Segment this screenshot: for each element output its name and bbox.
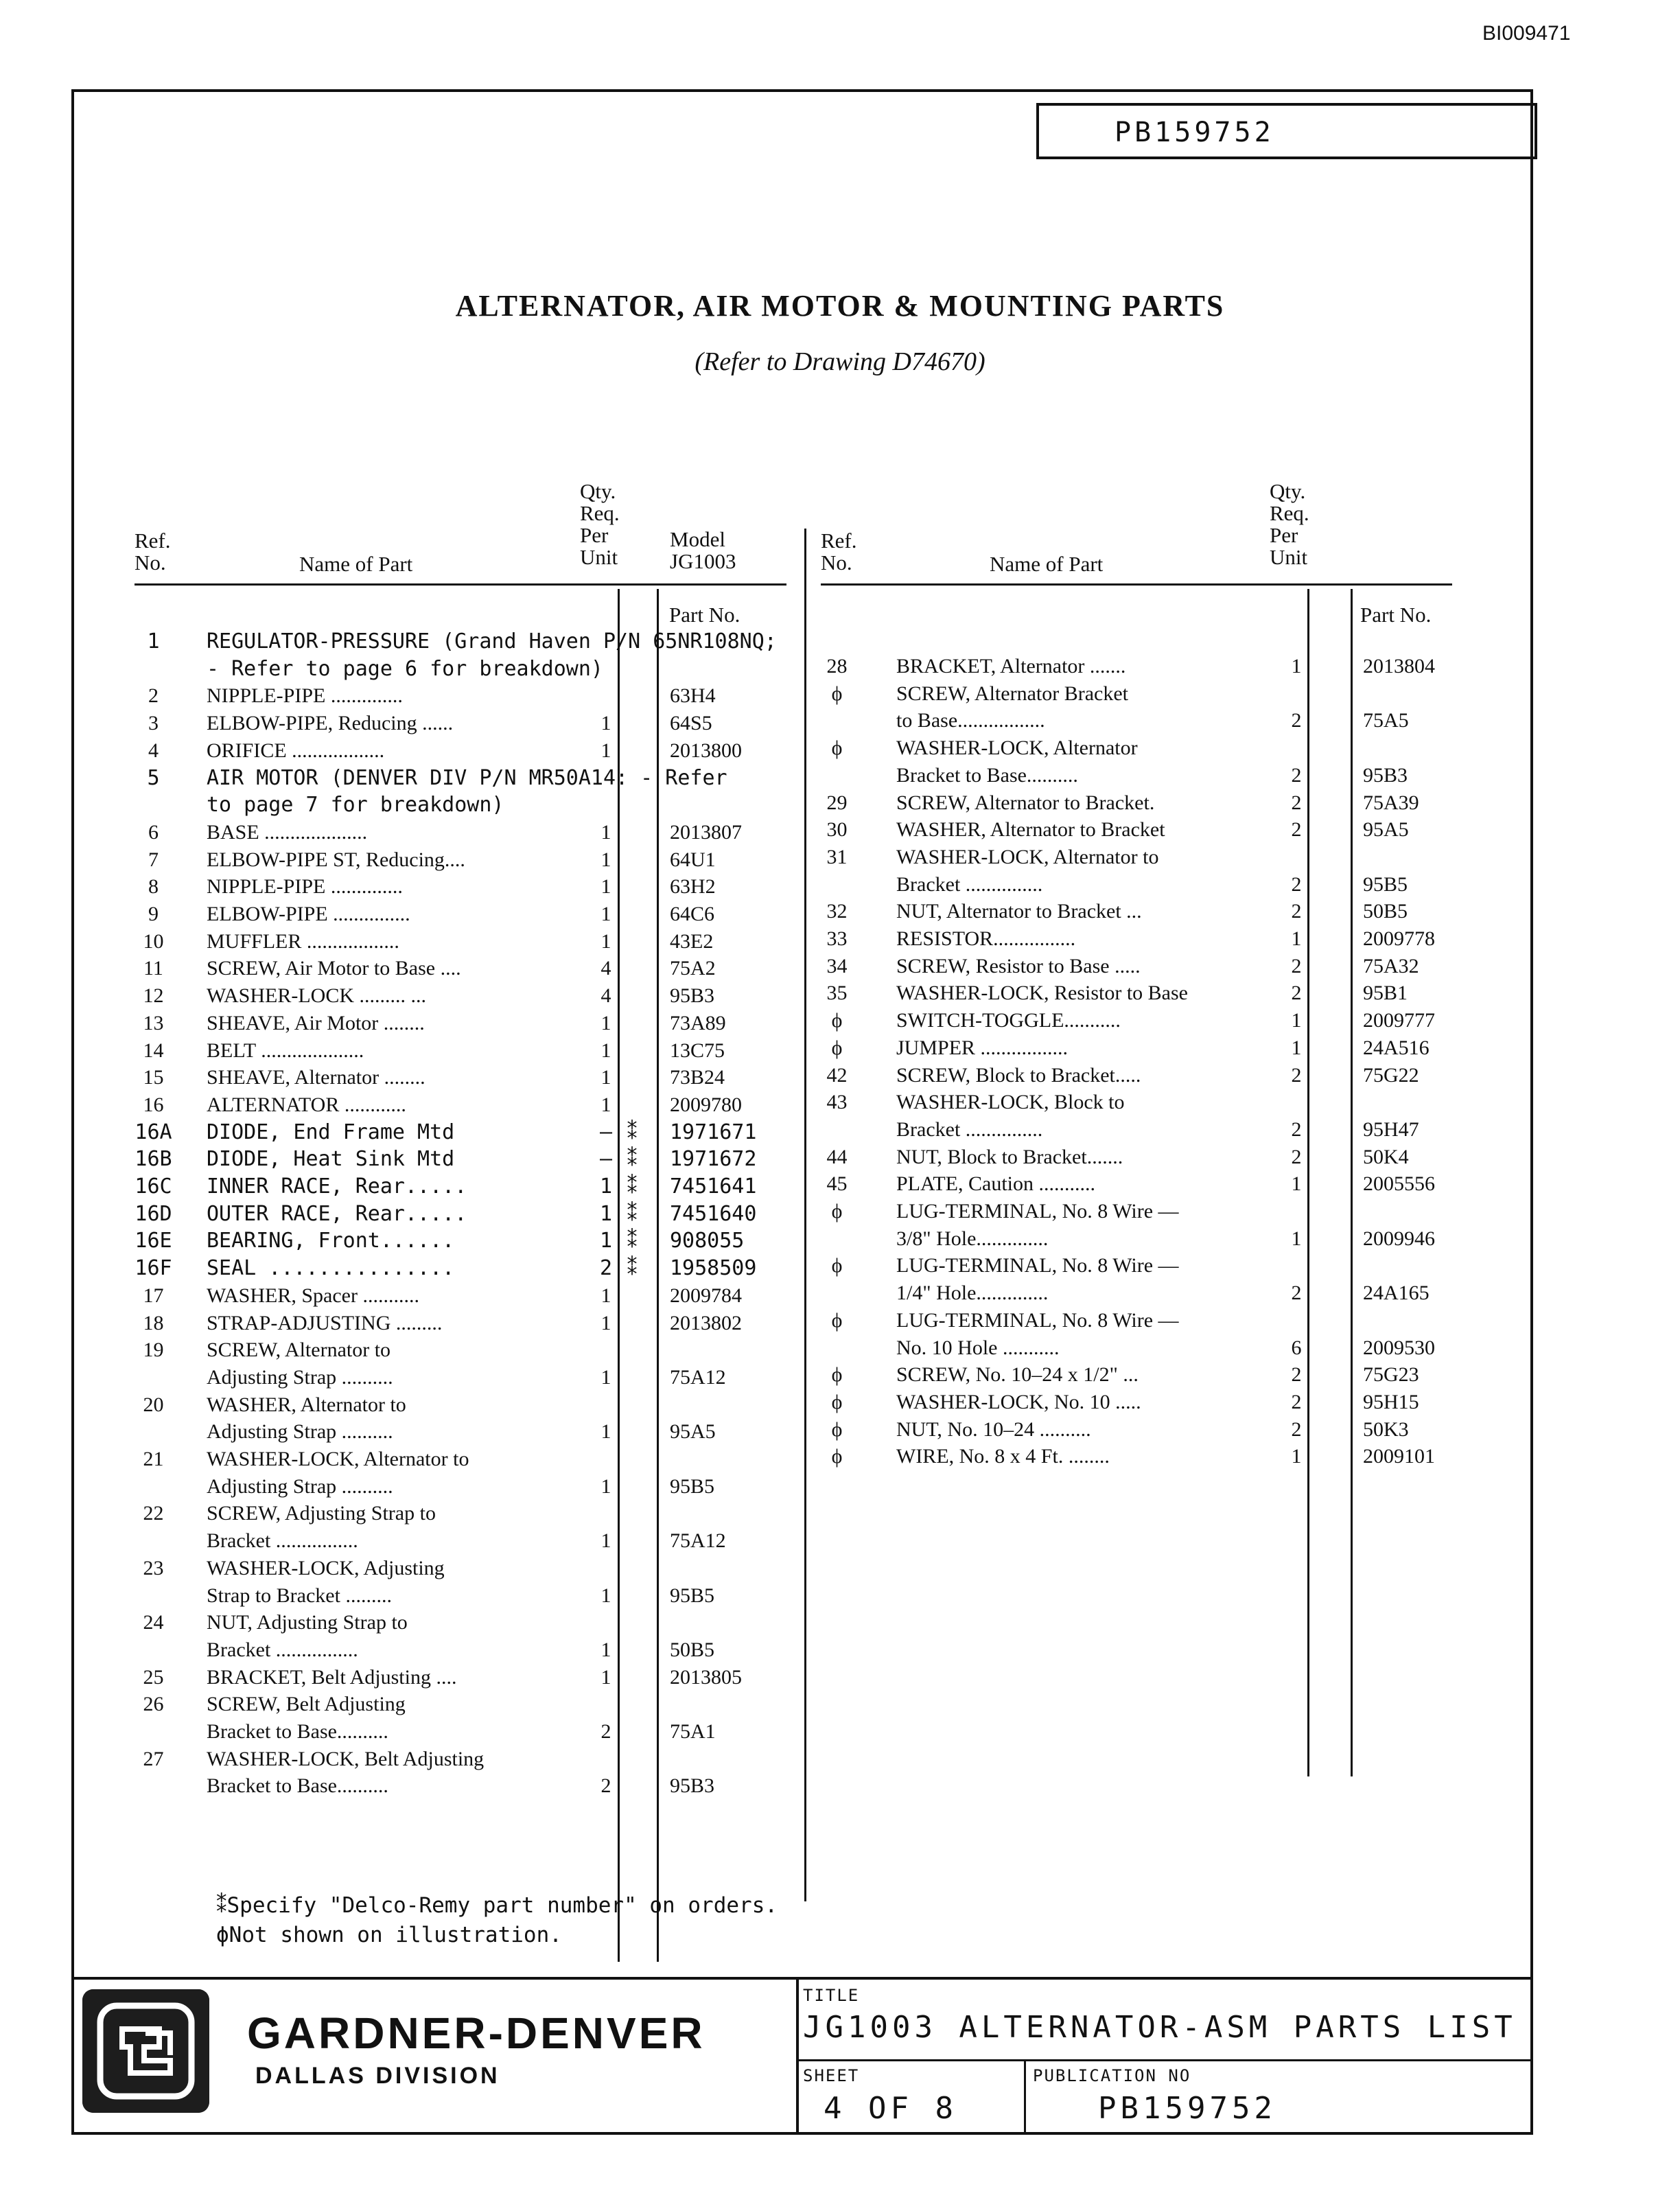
qty: 1 — [1291, 1036, 1302, 1059]
part-no: 64S5 — [670, 712, 712, 735]
part-name: WASHER-LOCK, Alternator to — [896, 845, 1159, 868]
part-name: SHEAVE, Alternator ........ — [207, 1066, 425, 1089]
qty: 1 — [600, 1584, 611, 1607]
qty: 1 — [1291, 1445, 1302, 1468]
part-name: WASHER-LOCK ......... ... — [207, 984, 426, 1008]
column-line — [1351, 589, 1353, 1776]
part-name: Adjusting Strap .......... — [207, 1474, 393, 1498]
ref-no: 15 — [143, 1066, 164, 1089]
ref-no: 30 — [826, 818, 848, 842]
part-name: RESISTOR................ — [896, 927, 1076, 950]
part-no: 73A89 — [670, 1011, 726, 1034]
part-name: No. 10 Hole ........... — [896, 1336, 1060, 1359]
part-no: 24A165 — [1363, 1282, 1430, 1305]
part-name: WASHER-LOCK, Block to — [896, 1091, 1125, 1114]
qty: 1 — [600, 1284, 611, 1307]
qty: 2 — [1291, 763, 1302, 787]
header-name-of-part-right: Name of Part — [990, 552, 1104, 576]
qty: 1 — [1291, 1009, 1302, 1032]
ref-no: ϕ — [831, 1254, 843, 1277]
qty: 1 — [600, 848, 611, 871]
part-no: 64C6 — [670, 903, 715, 925]
qty: 2 — [1291, 954, 1302, 977]
part-no: 908055 — [670, 1229, 745, 1253]
part-name: NUT, Alternator to Bracket ... — [896, 900, 1142, 923]
part-name: WASHER-LOCK, Belt Adjusting — [207, 1747, 485, 1770]
part-name: Bracket ............... — [896, 872, 1043, 896]
qty: 1 — [600, 1066, 611, 1089]
part-name: NUT, No. 10–24 .......... — [896, 1417, 1091, 1441]
part-no: 2013800 — [670, 739, 742, 762]
qty: 1 — [600, 1665, 611, 1689]
qty: 1 — [599, 1229, 613, 1253]
qty: 2 — [600, 1774, 611, 1798]
part-no: 2013804 — [1363, 655, 1435, 677]
part-no: 2009101 — [1363, 1445, 1435, 1468]
ref-no: 20 — [143, 1393, 164, 1416]
part-name: DIODE, Heat Sink Mtd — [207, 1147, 455, 1172]
part-name: BRACKET, Alternator ....... — [896, 655, 1126, 677]
part-no: 50B5 — [1363, 900, 1408, 923]
part-no: 2009777 — [1363, 1009, 1435, 1032]
ref-no: ϕ — [831, 1417, 843, 1441]
part-name: Adjusting Strap .......... — [207, 1365, 393, 1389]
qty: 4 — [600, 984, 611, 1008]
part-name: SCREW, Air Motor to Base .... — [207, 957, 461, 980]
ref-no: ϕ — [831, 1445, 843, 1468]
ref-no: 16 — [143, 1093, 164, 1116]
delco-marker: ⁑ — [627, 1120, 638, 1144]
ref-no: 9 — [148, 903, 159, 925]
part-no: 95B5 — [670, 1584, 715, 1607]
logo-mark-icon — [82, 1989, 209, 2113]
ref-no: ϕ — [831, 1308, 843, 1332]
part-no: 1971671 — [670, 1120, 757, 1144]
part-no: 2009530 — [1363, 1336, 1435, 1359]
part-name: Bracket ............... — [896, 1117, 1043, 1141]
ref-no: 16A — [135, 1120, 172, 1144]
ref-no: ϕ — [831, 1036, 843, 1059]
part-no: 75A12 — [670, 1365, 726, 1389]
ref-no: 21 — [143, 1448, 164, 1470]
part-name: NIPPLE-PIPE .............. — [207, 684, 403, 708]
qty: 2 — [1291, 1063, 1302, 1087]
part-no: 1971672 — [670, 1147, 757, 1172]
part-name: PLATE, Caution ........... — [896, 1172, 1095, 1196]
ref-no: 45 — [826, 1172, 848, 1196]
qty: 1 — [600, 1474, 611, 1498]
qty: 1 — [600, 929, 611, 953]
ref-no: 12 — [143, 984, 164, 1008]
part-name: ELBOW-PIPE, Reducing ...... — [207, 712, 454, 735]
publication-box: PB159752 — [1036, 103, 1537, 159]
part-name: Strap to Bracket ......... — [207, 1584, 392, 1607]
ref-no: ϕ — [831, 682, 843, 705]
ref-no: 3 — [148, 712, 159, 735]
ref-no: 18 — [143, 1311, 164, 1334]
qty: 2 — [1291, 872, 1302, 896]
qty: 2 — [1291, 818, 1302, 842]
part-name: AIR MOTOR (DENVER DIV P/N MR50A14: - Refer — [207, 765, 727, 790]
ref-no: 10 — [143, 929, 164, 953]
ref-no: 44 — [826, 1145, 848, 1168]
part-name: JUMPER ................. — [896, 1036, 1069, 1059]
ref-no: 16C — [135, 1174, 172, 1198]
part-name: BELT .................... — [207, 1039, 364, 1062]
ref-no: 6 — [148, 820, 159, 844]
part-no: 75A32 — [1363, 954, 1419, 977]
header-rule-left — [135, 583, 786, 586]
page-subtitle: (Refer to Drawing D74670) — [695, 347, 985, 376]
part-no: 95B5 — [670, 1474, 715, 1498]
part-no: 2009778 — [1363, 927, 1435, 950]
part-no: 7451641 — [670, 1174, 757, 1198]
title-block-rule-2 — [796, 2059, 1533, 2061]
qty: 2 — [1291, 900, 1302, 923]
part-no: 50K3 — [1363, 1417, 1409, 1441]
header-part-no-right: Part No. — [1360, 603, 1432, 627]
qty: 1 — [600, 820, 611, 844]
part-no: 1958509 — [670, 1256, 757, 1281]
ref-no: 7 — [148, 848, 159, 871]
part-no: 64U1 — [670, 848, 716, 871]
qty: 2 — [1291, 791, 1302, 814]
qty: 1 — [600, 1093, 611, 1116]
ref-no: ϕ — [831, 1390, 843, 1413]
part-no: 2005556 — [1363, 1172, 1435, 1196]
qty: 6 — [1291, 1336, 1302, 1359]
ref-no: ϕ — [831, 737, 843, 760]
ref-no: 16D — [135, 1201, 172, 1226]
part-no: 95A5 — [1363, 818, 1409, 842]
part-name: SEAL ............... — [207, 1256, 455, 1281]
qty: 1 — [600, 875, 611, 899]
part-name: Bracket to Base.......... — [207, 1774, 388, 1798]
qty: 1 — [1291, 1172, 1302, 1196]
title-block-divider-2 — [1024, 2059, 1026, 2135]
part-no: 24A516 — [1363, 1036, 1430, 1059]
part-name: LUG-TERMINAL, No. 8 Wire — — [896, 1254, 1179, 1277]
part-name: SCREW, Alternator to Bracket. — [896, 791, 1155, 814]
company-name: GARDNER-DENVER — [247, 2008, 705, 2058]
qty: 2 — [1291, 1390, 1302, 1413]
part-no: 75A39 — [1363, 791, 1419, 814]
qty: 1 — [600, 739, 611, 762]
part-name: WASHER-LOCK, Adjusting — [207, 1556, 445, 1579]
ref-no: 26 — [143, 1693, 164, 1716]
note-delco: ⁑Specify "Delco-Remy part number" on orders. — [216, 1893, 778, 1918]
part-no: 73B24 — [670, 1066, 725, 1089]
part-name: WASHER-LOCK, Alternator to — [207, 1448, 469, 1470]
qty: 1 — [599, 1201, 613, 1226]
title-block-rule — [71, 1977, 1533, 1980]
ref-no: 25 — [143, 1665, 164, 1689]
title-label: TITLE — [803, 1986, 860, 2005]
ref-no: 33 — [826, 927, 848, 950]
ref-no: 31 — [826, 845, 848, 868]
part-name: ELBOW-PIPE ST, Reducing.... — [207, 848, 465, 871]
part-name: 3/8" Hole.............. — [896, 1227, 1049, 1250]
qty: 2 — [600, 1720, 611, 1743]
qty: 2 — [1291, 1417, 1302, 1441]
ref-no: 29 — [826, 791, 848, 814]
part-no: 95B3 — [670, 1774, 715, 1798]
part-name: WASHER, Spacer ........... — [207, 1284, 419, 1307]
qty: 1 — [600, 1365, 611, 1389]
ref-no: 23 — [143, 1556, 164, 1579]
ref-no: 16E — [135, 1229, 172, 1253]
qty: — — [599, 1147, 613, 1172]
ref-no: 14 — [143, 1039, 164, 1062]
part-name: SCREW, Resistor to Base ..... — [896, 954, 1141, 977]
qty: 2 — [1291, 709, 1302, 732]
ref-no: 16B — [135, 1147, 172, 1172]
ref-no: 32 — [826, 900, 848, 923]
qty: 2 — [1291, 1363, 1302, 1387]
ref-no: 19 — [143, 1339, 164, 1362]
qty: 1 — [600, 1420, 611, 1444]
qty: 2 — [1291, 1282, 1302, 1305]
part-name: SCREW, Adjusting Strap to — [207, 1502, 436, 1525]
part-name: DIODE, End Frame Mtd — [207, 1120, 455, 1144]
ref-no: 5 — [147, 765, 160, 790]
part-name: WASHER-LOCK, Resistor to Base — [896, 982, 1188, 1005]
part-name: LUG-TERMINAL, No. 8 Wire — — [896, 1308, 1179, 1332]
ref-no: 1 — [147, 629, 160, 653]
qty: 1 — [600, 1311, 611, 1334]
qty: 2 — [1291, 982, 1302, 1005]
ref-no: 28 — [826, 655, 848, 677]
part-name: to Base................. — [896, 709, 1045, 732]
ref-no: 24 — [143, 1611, 164, 1634]
ref-no: 35 — [826, 982, 848, 1005]
qty: 1 — [600, 1011, 611, 1034]
part-no: 75G22 — [1363, 1063, 1419, 1087]
part-name: WASHER-LOCK, Alternator — [896, 737, 1138, 760]
ref-no: 43 — [826, 1091, 848, 1114]
page-title: ALTERNATOR, AIR MOTOR & MOUNTING PARTS — [455, 289, 1225, 323]
qty: 1 — [599, 1174, 613, 1198]
part-name: SCREW, No. 10–24 x 1/2" ... — [896, 1363, 1139, 1387]
title-value: JG1003 ALTERNATOR-ASM PARTS LIST — [803, 2010, 1517, 2045]
part-no: 95A5 — [670, 1420, 716, 1444]
delco-marker: ⁑ — [627, 1201, 638, 1226]
part-name: BRACKET, Belt Adjusting .... — [207, 1665, 457, 1689]
part-no: 95B3 — [670, 984, 715, 1008]
part-name: SWITCH-TOGGLE........... — [896, 1009, 1121, 1032]
division-name: DALLAS DIVISION — [255, 2063, 500, 2089]
part-name: Bracket to Base.......... — [896, 763, 1078, 787]
part-no: 2009784 — [670, 1284, 742, 1307]
qty: 1 — [600, 1638, 611, 1661]
part-name: ELBOW-PIPE ............... — [207, 903, 410, 925]
qty: 4 — [600, 957, 611, 980]
part-no: 75G23 — [1363, 1363, 1419, 1387]
ref-no: 42 — [826, 1063, 848, 1087]
part-name: INNER RACE, Rear..... — [207, 1174, 467, 1198]
header-name-of-part: Name of Part — [299, 552, 413, 576]
part-name: SHEAVE, Air Motor ........ — [207, 1011, 425, 1034]
part-name: BEARING, Front...... — [207, 1229, 455, 1253]
header-ref-no: Ref. No. — [135, 529, 171, 575]
part-name: Adjusting Strap .......... — [207, 1420, 393, 1444]
sheet-value: 4 OF 8 — [824, 2091, 957, 2126]
part-name: Bracket ................ — [207, 1638, 358, 1661]
ref-no: 8 — [148, 875, 159, 899]
part-no: 63H4 — [670, 684, 716, 708]
delco-marker: ⁑ — [627, 1256, 638, 1281]
note-not-shown: ϕNot shown on illustration. — [216, 1923, 562, 1947]
delco-marker: ⁑ — [627, 1174, 638, 1198]
part-no: 95B5 — [1363, 872, 1408, 896]
part-no: 95H15 — [1363, 1390, 1419, 1413]
part-no: 75A5 — [1363, 709, 1409, 732]
part-no: 95H47 — [1363, 1117, 1419, 1141]
header-rule-right — [821, 583, 1452, 586]
part-no: 75A2 — [670, 957, 716, 980]
publication-value: PB159752 — [1098, 2091, 1276, 2126]
qty: 1 — [1291, 927, 1302, 950]
part-name: STRAP-ADJUSTING ......... — [207, 1311, 443, 1334]
ref-no: 2 — [148, 684, 159, 708]
part-name: SCREW, Alternator to — [207, 1339, 391, 1362]
part-no: 2013807 — [670, 820, 742, 844]
ref-no: 13 — [143, 1011, 164, 1034]
part-name: 1/4" Hole.............. — [896, 1282, 1049, 1305]
part-name: SCREW, Alternator Bracket — [896, 682, 1128, 705]
qty: 1 — [600, 903, 611, 925]
publication-label: PUBLICATION NO — [1033, 2066, 1191, 2085]
part-name: SCREW, Block to Bracket..... — [896, 1063, 1141, 1087]
part-no: 50B5 — [670, 1638, 715, 1661]
ref-no: 11 — [143, 957, 163, 980]
qty: 2 — [1291, 1117, 1302, 1141]
part-name: WASHER, Alternator to — [207, 1393, 406, 1416]
part-name: WIRE, No. 8 x 4 Ft. ........ — [896, 1445, 1110, 1468]
ref-no: 27 — [143, 1747, 164, 1770]
ref-no: 34 — [826, 954, 848, 977]
part-name: MUFFLER .................. — [207, 929, 399, 953]
qty: 1 — [600, 712, 611, 735]
part-name: NUT, Adjusting Strap to — [207, 1611, 408, 1634]
part-no: 13C75 — [670, 1039, 725, 1062]
part-name: Bracket to Base.......... — [207, 1720, 388, 1743]
part-name: WASHER, Alternator to Bracket — [896, 818, 1165, 842]
part-name: LUG-TERMINAL, No. 8 Wire — — [896, 1200, 1179, 1223]
header-ref-no-right: Ref. No. — [821, 529, 857, 575]
ref-no: ϕ — [831, 1200, 843, 1223]
header-qty: Qty. Req. Per Unit — [580, 479, 620, 569]
part-name: Bracket ................ — [207, 1529, 358, 1553]
part-no: 95B3 — [1363, 763, 1408, 787]
part-name: - Refer to page 6 for breakdown) — [207, 656, 603, 681]
column-line — [657, 589, 659, 1962]
part-name: BASE .................... — [207, 820, 368, 844]
part-no: 2009780 — [670, 1093, 742, 1116]
header-part-no-left: Part No. — [669, 603, 740, 627]
part-name: REGULATOR-PRESSURE (Grand Haven P/N 65NR108NQ; — [207, 629, 777, 653]
title-block-divider — [796, 1978, 799, 2135]
qty: 1 — [1291, 655, 1302, 677]
ref-no: ϕ — [831, 1009, 843, 1032]
part-no: 2013805 — [670, 1665, 742, 1689]
part-no: 75A1 — [670, 1720, 716, 1743]
ref-no: 22 — [143, 1502, 164, 1525]
delco-marker: ⁑ — [627, 1229, 638, 1253]
part-no: 2013802 — [670, 1311, 742, 1334]
ref-no: 17 — [143, 1284, 164, 1307]
part-no: 75A12 — [670, 1529, 726, 1553]
ref-no: 16F — [135, 1256, 172, 1281]
delco-marker: ⁑ — [627, 1147, 638, 1172]
gardner-denver-logo — [82, 1989, 209, 2113]
qty: 1 — [1291, 1227, 1302, 1250]
qty: 1 — [600, 1529, 611, 1553]
document-id: BI009471 — [1482, 22, 1571, 45]
column-line — [618, 589, 620, 1962]
sheet-label: SHEET — [803, 2066, 860, 2085]
part-name: NUT, Block to Bracket....... — [896, 1145, 1123, 1168]
part-name: SCREW, Belt Adjusting — [207, 1693, 406, 1716]
qty: 2 — [1291, 1145, 1302, 1168]
part-name: NIPPLE-PIPE .............. — [207, 875, 403, 899]
part-name: WASHER-LOCK, No. 10 ..... — [896, 1390, 1141, 1413]
qty: 2 — [599, 1256, 613, 1281]
header-qty-right: Qty. Req. Per Unit — [1270, 479, 1309, 569]
part-no: 63H2 — [670, 875, 716, 899]
qty: 1 — [600, 1039, 611, 1062]
part-no: 43E2 — [670, 929, 714, 953]
part-name: OUTER RACE, Rear..... — [207, 1201, 467, 1226]
part-name: ALTERNATOR ............ — [207, 1093, 406, 1116]
part-no: 2009946 — [1363, 1227, 1435, 1250]
header-model: Model JG1003 — [670, 527, 736, 573]
qty: — — [599, 1120, 613, 1144]
part-name: ORIFICE .................. — [207, 739, 385, 762]
ref-no: ϕ — [831, 1363, 843, 1387]
ref-no: 4 — [148, 739, 159, 762]
part-no: 50K4 — [1363, 1145, 1409, 1168]
part-no: 95B1 — [1363, 982, 1408, 1005]
part-no: 7451640 — [670, 1201, 757, 1226]
part-name: to page 7 for breakdown) — [207, 793, 504, 818]
